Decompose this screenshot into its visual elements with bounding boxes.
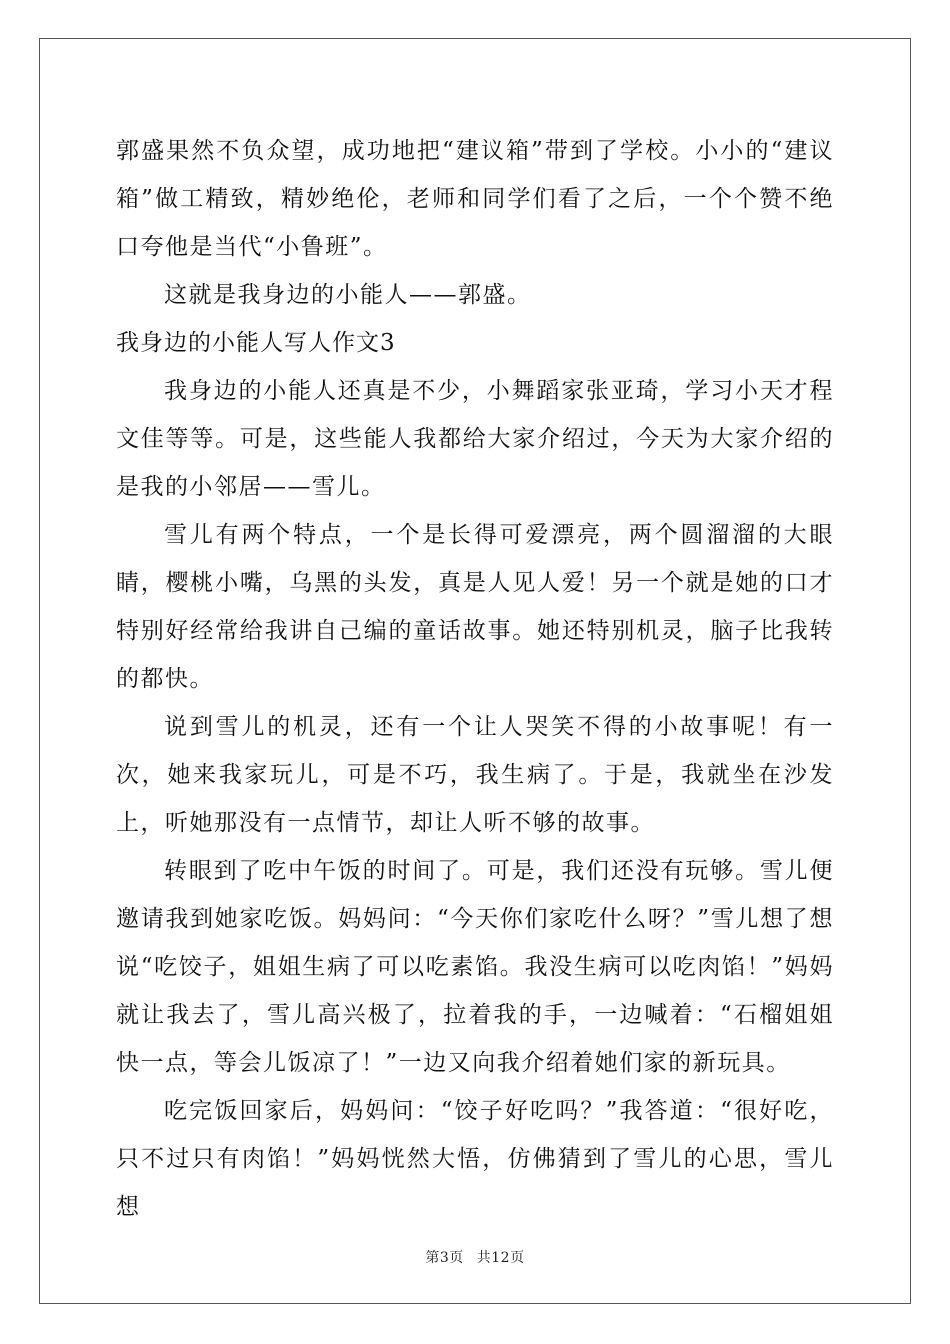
paragraph-5: 说到雪儿的机灵，还有一个让人哭笑不得的小故事呢！有一次，她来我家玩儿，可是不巧，我生病了。于是，我就坐在沙发上，听她那没有一点情节，却让人听不够的故事。 <box>116 714 834 836</box>
paragraph-4: 雪儿有两个特点，一个是长得可爱漂亮，两个圆溜溜的大眼睛，樱桃小嘴，乌黑的头发，真是人见人爱！另一个就是她的口才特别好经常给我讲自己编的童话故事。她还特别机灵，脑子比我转的都快。 <box>116 522 834 692</box>
document-body <box>116 127 834 1231</box>
paragraph-6: 转眼到了吃中午饭的时间了。可是，我们还没有玩够。雪儿便邀请我到她家吃饭。妈妈问：“今天你们家吃什么呀？”雪儿想了想说“吃饺子，姐姐生病了可以吃素馅。我没生病可以吃肉馅！”妈妈就让我去了，雪儿高兴极了，拉着我的手，一边喊着：“石榴姐姐快一点，等会儿饭凉了！”一边又向我介绍着她们家的新玩具。 <box>116 858 834 1076</box>
page-total: 共12页 <box>476 1250 525 1266</box>
section-heading: 我身边的小能人写人作文3 <box>116 330 396 356</box>
page-footer <box>0 1247 950 1267</box>
paragraph-2: 这就是我身边的小能人——郭盛。 <box>164 282 532 308</box>
page-number: 第3页 <box>425 1250 464 1266</box>
paragraph-7: 吃完饭回家后，妈妈问：“饺子好吃吗？”我答道：“很好吃，只不过只有肉馅！”妈妈恍然大悟，仿佛猜到了雪儿的心思，雪儿想 <box>116 1098 834 1220</box>
paragraph-1: 郭盛果然不负众望，成功地把“建议箱”带到了学校。小小的“建议箱”做工精致，精妙绝伦，老师和同学们看了之后，一个个赞不绝口夸他是当代“小鲁班”。 <box>116 138 834 260</box>
paragraph-3: 我身边的小能人还真是不少，小舞蹈家张亚琦，学习小天才程文佳等等。可是，这些能人我都给大家介绍过，今天为大家介绍的是我的小邻居——雪儿。 <box>116 378 834 500</box>
